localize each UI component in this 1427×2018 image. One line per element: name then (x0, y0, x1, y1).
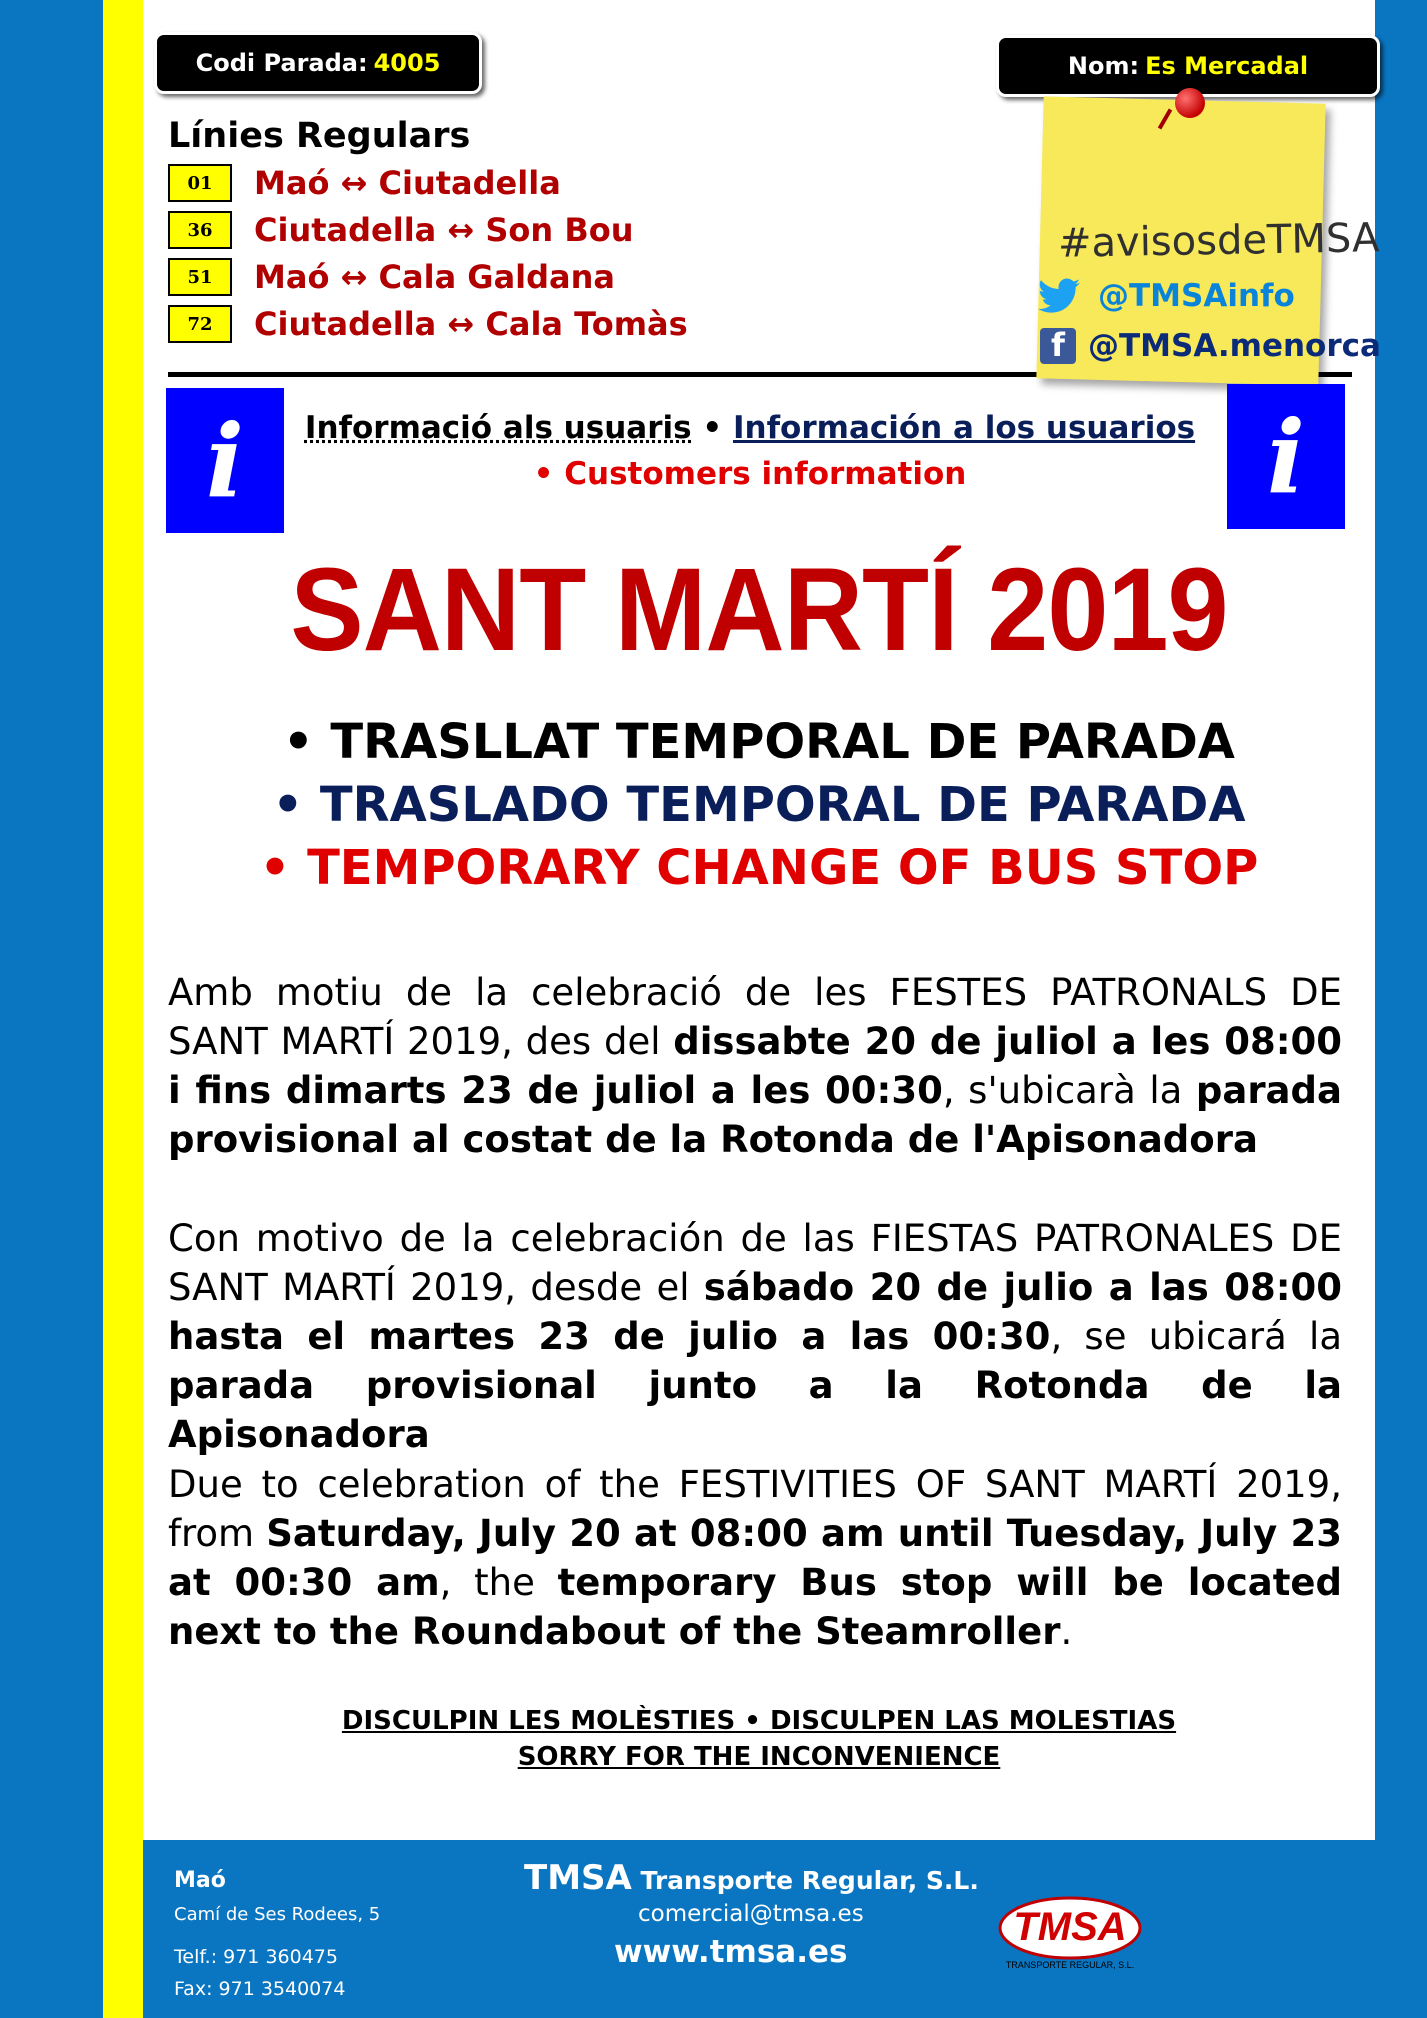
facebook-icon: f (1040, 328, 1076, 364)
paragraph-catalan: Amb motiu de la celebració de les FESTES PATRONALS DE SANT MARTÍ 2019, des del dissabte 20 de juliol a les 08:00 i fins dimarts 23 de juliol a les 00:30, s'ubicarà la parada provisional al costat de la Rotonda de l'Apisonadora (168, 971, 1342, 1161)
line-number-badge: 36 (168, 211, 232, 249)
subtitle-spanish: • TRASLADO TEMPORAL DE PARADA (272, 777, 1246, 833)
left-yellow-stripe (103, 0, 143, 2018)
stop-code-label: Codi Parada: (195, 49, 368, 77)
info-spanish: Información a los usuarios (732, 410, 1196, 446)
info-catalan: Informació als usuaris (304, 410, 692, 446)
line-item (168, 257, 615, 297)
footer-email[interactable]: comercial@tmsa.es (638, 1901, 864, 1927)
info-icon-right: i (1227, 384, 1345, 529)
apology-line-2: SORRY FOR THE INCONVENIENCE (517, 1742, 1001, 1772)
footer-company: TMSA Transporte Regular, S.L. (524, 1858, 979, 1898)
line-route: Ciutadella ↔ Son Bou (254, 211, 634, 249)
footer-phone: Telf.: 971 360475 (174, 1946, 338, 1968)
stop-name-value: Es Mercadal (1145, 52, 1309, 80)
line-item (168, 163, 561, 203)
tmsa-logo-subtext: TRANSPORTE REGULAR, S.L. (1005, 1960, 1135, 1970)
subtitle-english: • TEMPORARY CHANGE OF BUS STOP (259, 840, 1259, 896)
tmsa-logo (995, 1888, 1145, 1978)
paragraph-english: Due to celebration of the FESTIVITIES OF SANT MARTÍ 2019, from Saturday, July 20 at 08:00 am until Tuesday, July 23 at 00:30 am, the temporary Bus stop will be located next to the Roundabout of the Steamroller. (168, 1463, 1342, 1653)
line-route: Maó ↔ Cala Galdana (254, 258, 615, 296)
paragraph-spanish: Con motivo de la celebración de las FIESTAS PATRONALES DE SANT MARTÍ 2019, desde el sábado 20 de julio a las 08:00 hasta el martes 23 de julio a las 00:30, se ubicará la parada provisional junto a la Rotonda de la Apisonadora (168, 1217, 1342, 1456)
apology-line-1: DISCULPIN LES MOLÈSTIES • DISCULPEN LAS MOLESTIAS (341, 1706, 1177, 1736)
push-pin-icon (1175, 88, 1205, 118)
stop-name-label: Nom: (1067, 52, 1140, 80)
line-route: Maó ↔ Ciutadella (254, 164, 561, 202)
hashtag-text: #avisosdeTMSA (1057, 215, 1380, 267)
stop-code-badge (154, 32, 482, 94)
twitter-handle-text: @TMSAinfo (1098, 278, 1295, 314)
line-number-badge: 72 (168, 305, 232, 343)
facebook-handle[interactable] (1040, 328, 1381, 364)
regular-lines-title: Línies Regulars (168, 116, 471, 156)
twitter-icon (1038, 278, 1080, 314)
footer-city: Maó (174, 1868, 226, 1893)
footer-website[interactable]: www.tmsa.es (614, 1934, 848, 1970)
info-icon-left: i (166, 388, 284, 533)
stop-code-value: 4005 (373, 49, 441, 77)
tmsa-logo-text: TMSA (1013, 1905, 1127, 1949)
line-item (168, 210, 633, 250)
subtitle-catalan: • TRASLLAT TEMPORAL DE PARADA (283, 714, 1235, 770)
twitter-handle[interactable] (1038, 278, 1295, 314)
line-item (168, 304, 688, 344)
footer-fax: Fax: 971 3540074 (174, 1978, 346, 2000)
facebook-handle-text: @TMSA.menorca (1088, 328, 1381, 364)
info-header-line (300, 410, 1200, 446)
footer-address: Camí de Ses Rodees, 5 (174, 1904, 381, 1925)
page-title: SANT MARTÍ 2019 (290, 544, 1228, 676)
line-number-badge: 51 (168, 258, 232, 296)
info-separator: • (691, 410, 733, 446)
info-english: • Customers information (533, 456, 967, 492)
right-blue-border (1375, 0, 1427, 2018)
line-route: Ciutadella ↔ Cala Tomàs (254, 305, 688, 343)
line-number-badge: 01 (168, 164, 232, 202)
